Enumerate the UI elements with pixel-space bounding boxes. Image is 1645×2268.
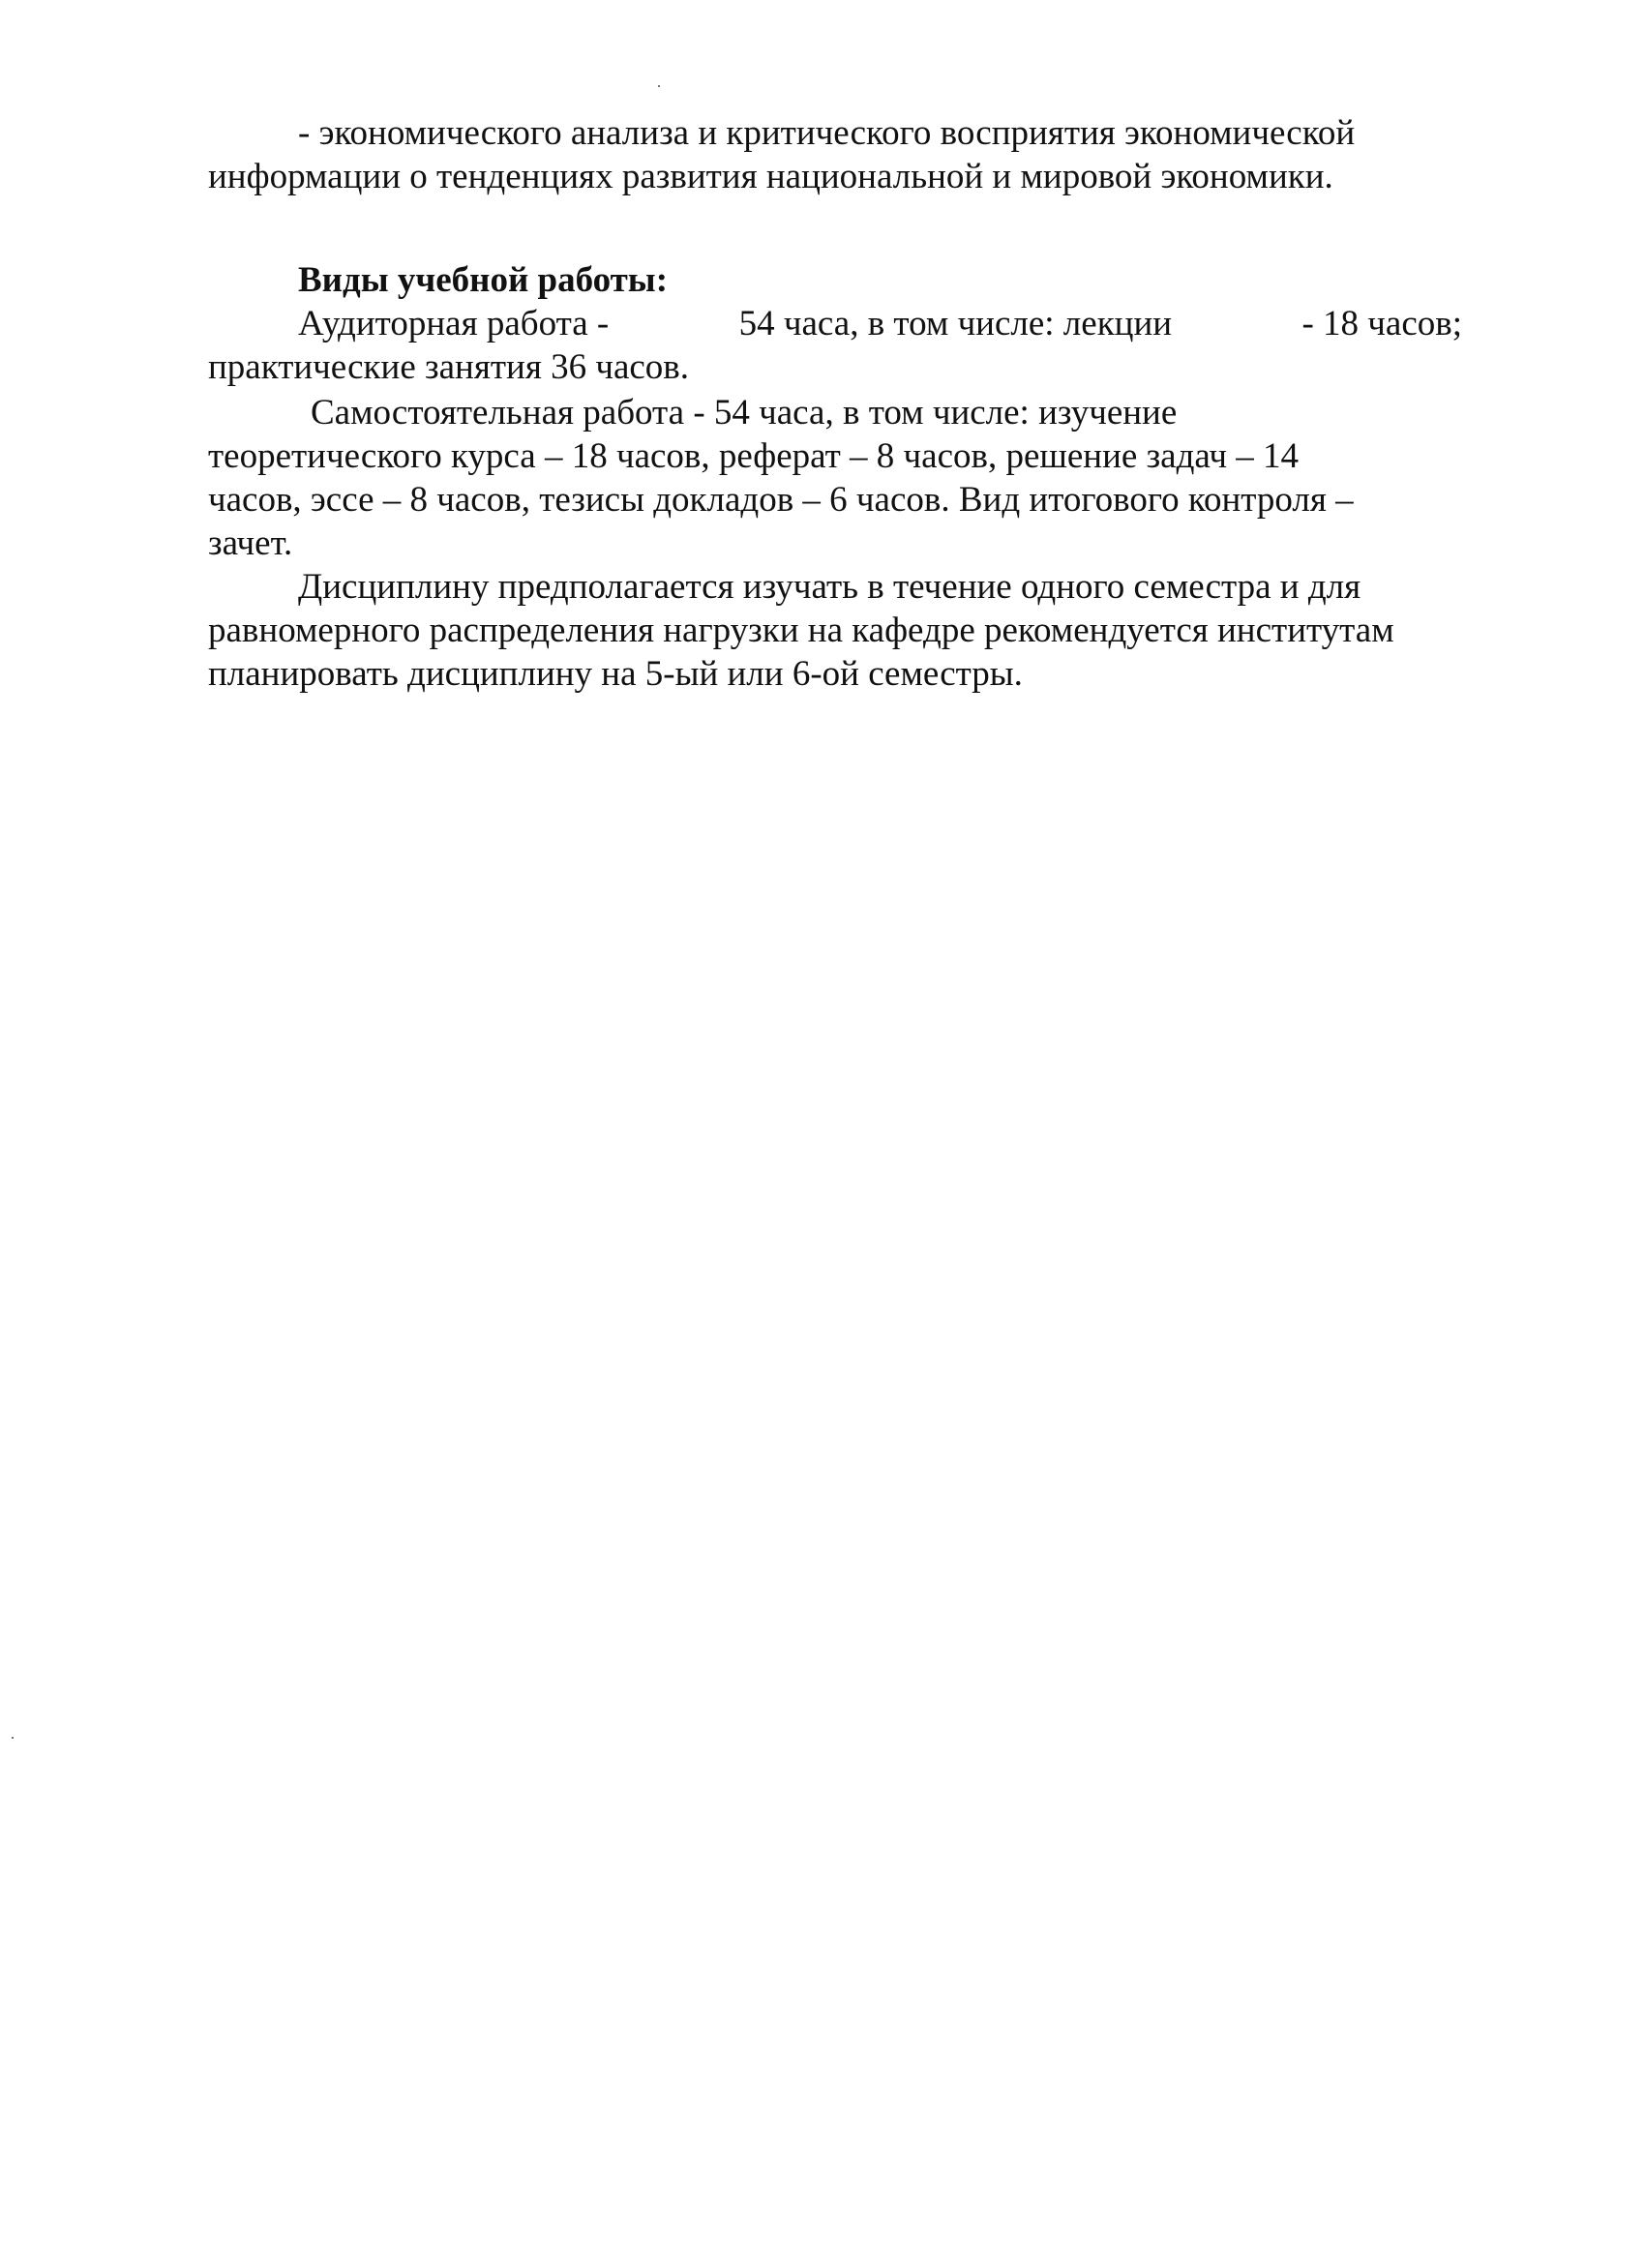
text-line: - экономического анализа и критического восприятия экономической: [298, 113, 1356, 153]
text-line: [208, 302, 1462, 345]
document-body: [208, 111, 1462, 696]
section-heading: Виды учебной работы:: [298, 260, 669, 300]
text-line: информации о тенденциях развития национальной и мировой экономики.: [208, 157, 1333, 196]
scan-dot: [12, 1737, 14, 1739]
text-line: равномерного распределения нагрузки на кафедре рекомендуется институтам: [208, 611, 1394, 650]
intro-paragraph: [208, 111, 1462, 198]
text-line: Самостоятельная работа - 54 часа, в том числе: изучение: [311, 393, 1178, 433]
text-fragment: Аудиторная работа -: [298, 304, 610, 343]
text-line: теоретического курса – 18 часов, реферат – 8 часов, решение задач – 14: [208, 436, 1299, 476]
text-line: Дисциплину предполагается изучать в течение одного семестра и для: [298, 567, 1361, 607]
text-line: планировать дисциплину на 5-ый или 6-ой семестры.: [208, 654, 1023, 694]
scan-dot: [658, 85, 660, 87]
text-line: часов, эссе – 8 часов, тезисы докладов – 6 часов. Вид итогового контроля –: [208, 480, 1354, 520]
text-line: зачет.: [208, 523, 293, 563]
self-study-paragraph: [208, 391, 1462, 565]
text-fragment: - 18 часов;: [1301, 304, 1462, 343]
discipline-paragraph: [208, 565, 1462, 696]
text-line: практические занятия 36 часов.: [208, 347, 690, 387]
auditory-paragraph: [208, 302, 1462, 389]
text-fragment: 54 часа, в том числе: лекции: [738, 304, 1173, 343]
